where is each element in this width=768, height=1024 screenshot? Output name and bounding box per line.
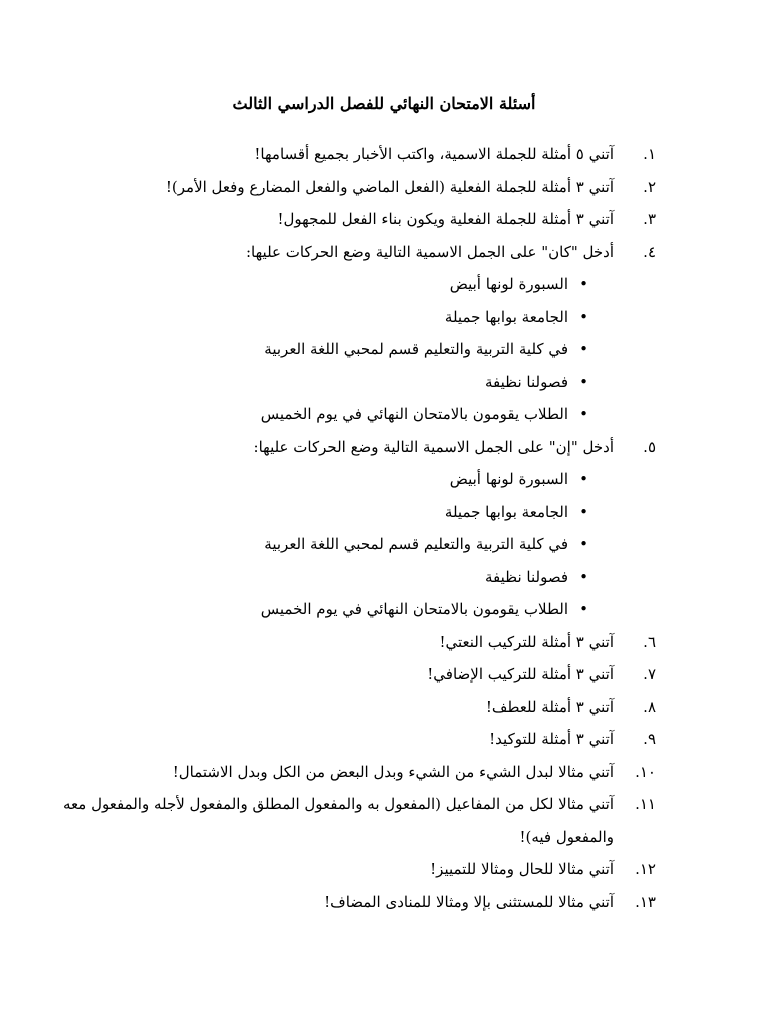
- question-text: آتني ٣ أمثلة للتركيب النعتي!: [439, 632, 614, 651]
- sentence-item: [56, 268, 614, 301]
- sentence-item: [56, 528, 614, 561]
- sentence-item: [56, 593, 614, 626]
- sentence-text: في كلية التربية والتعليم قسم لمحبي اللغة العربية: [264, 340, 568, 358]
- question-item: [56, 886, 656, 919]
- question-number: ٦.: [643, 632, 656, 651]
- bullet-icon: •: [579, 405, 588, 423]
- question-number: ١٢.: [635, 860, 656, 878]
- sentence-item: [56, 463, 614, 496]
- sentence-item: [56, 301, 614, 334]
- sentence-list: [56, 463, 614, 626]
- sentence-text: السبورة لونها أبيض: [449, 470, 568, 488]
- question-item: [56, 853, 656, 886]
- sentence-item: [56, 398, 614, 431]
- question-text: أدخل "إن" على الجمل الاسمية التالية وضع الحركات عليها:: [253, 437, 614, 456]
- question-number: ١٣.: [635, 892, 656, 911]
- question-number: ١٠.: [635, 762, 656, 781]
- question-number: ٣.: [643, 210, 656, 228]
- question-item: [56, 431, 656, 626]
- question-item: [56, 626, 656, 659]
- question-text: آتني ٣ أمثلة للتركيب الإضافي!: [427, 665, 614, 683]
- bullet-icon: •: [579, 470, 588, 488]
- bullet-icon: •: [579, 275, 588, 293]
- question-number: ٥.: [643, 437, 656, 456]
- question-number: ٩.: [643, 730, 656, 748]
- bullet-icon: •: [579, 535, 588, 553]
- sentence-item: [56, 561, 614, 594]
- question-number: ٨.: [643, 697, 656, 716]
- sentence-text: الطلاب يقومون بالامتحان النهائي في يوم الخميس: [260, 405, 568, 423]
- sentence-item: [56, 366, 614, 399]
- question-item: [56, 788, 656, 853]
- question-number: ٤.: [643, 242, 656, 261]
- bullet-icon: •: [579, 600, 588, 618]
- sentence-text: فصولنا نظيفة: [485, 567, 568, 586]
- sentence-list: [56, 268, 614, 431]
- question-text: آتني مثالا للحال ومثالا للتمييز!: [430, 860, 614, 878]
- sentence-text: فصولنا نظيفة: [485, 372, 568, 391]
- sentence-item: [56, 496, 614, 529]
- bullet-icon: •: [579, 567, 588, 586]
- bullet-icon: •: [579, 307, 588, 326]
- question-number: ١١.: [635, 795, 656, 813]
- sentence-text: الطلاب يقومون بالامتحان النهائي في يوم الخميس: [260, 600, 568, 618]
- sentence-text: في كلية التربية والتعليم قسم لمحبي اللغة العربية: [264, 535, 568, 553]
- question-number: ١.: [643, 145, 656, 163]
- question-text: آتني ٣ أمثلة للتوكيد!: [489, 730, 614, 748]
- bullet-icon: •: [579, 340, 588, 358]
- page-title: أسئلة الامتحان النهائي للفصل الدراسي الثالث: [232, 94, 536, 113]
- question-text: آتني ٣ أمثلة للجملة الفعلية (الفعل الماضي والفعل المضارع وفعل الأمر)!: [165, 177, 614, 196]
- question-text: آتني ٥ أمثلة للجملة الاسمية، واكتب الأخبار بجميع أقسامها!: [254, 145, 614, 163]
- question-item: [56, 658, 656, 691]
- question-text: أدخل "كان" على الجمل الاسمية التالية وضع الحركات عليها:: [246, 242, 614, 261]
- question-text: آتني مثالا لكل من المفاعيل (المفعول به والمفعول المطلق والمفعول لأجله والمفعول معه والمفعول فيه)!: [62, 795, 614, 846]
- question-text: آتني ٣ أمثلة للعطف!: [485, 697, 614, 716]
- bullet-icon: •: [579, 372, 588, 391]
- question-item: [56, 203, 656, 236]
- question-item: [56, 138, 656, 171]
- sentence-item: [56, 333, 614, 366]
- sentence-text: الجامعة بوابها جميلة: [444, 307, 568, 326]
- question-list: [56, 138, 656, 918]
- question-number: ٢.: [643, 177, 656, 196]
- question-text: آتني مثالا لبدل الشيء من الشيء وبدل البعض من الكل وبدل الاشتمال!: [172, 762, 614, 781]
- question-number: ٧.: [643, 665, 656, 683]
- question-item: [56, 236, 656, 431]
- question-item: [56, 723, 656, 756]
- question-item: [56, 691, 656, 724]
- sentence-text: الجامعة بوابها جميلة: [444, 502, 568, 521]
- bullet-icon: •: [579, 502, 588, 521]
- question-text: آتني مثالا للمستثنى بإلا ومثالا للمنادى المضاف!: [324, 892, 614, 911]
- question-item: [56, 756, 656, 789]
- question-item: [56, 171, 656, 204]
- sentence-text: السبورة لونها أبيض: [449, 275, 568, 293]
- question-text: آتني ٣ أمثلة للجملة الفعلية ويكون بناء الفعل للمجهول!: [277, 210, 614, 228]
